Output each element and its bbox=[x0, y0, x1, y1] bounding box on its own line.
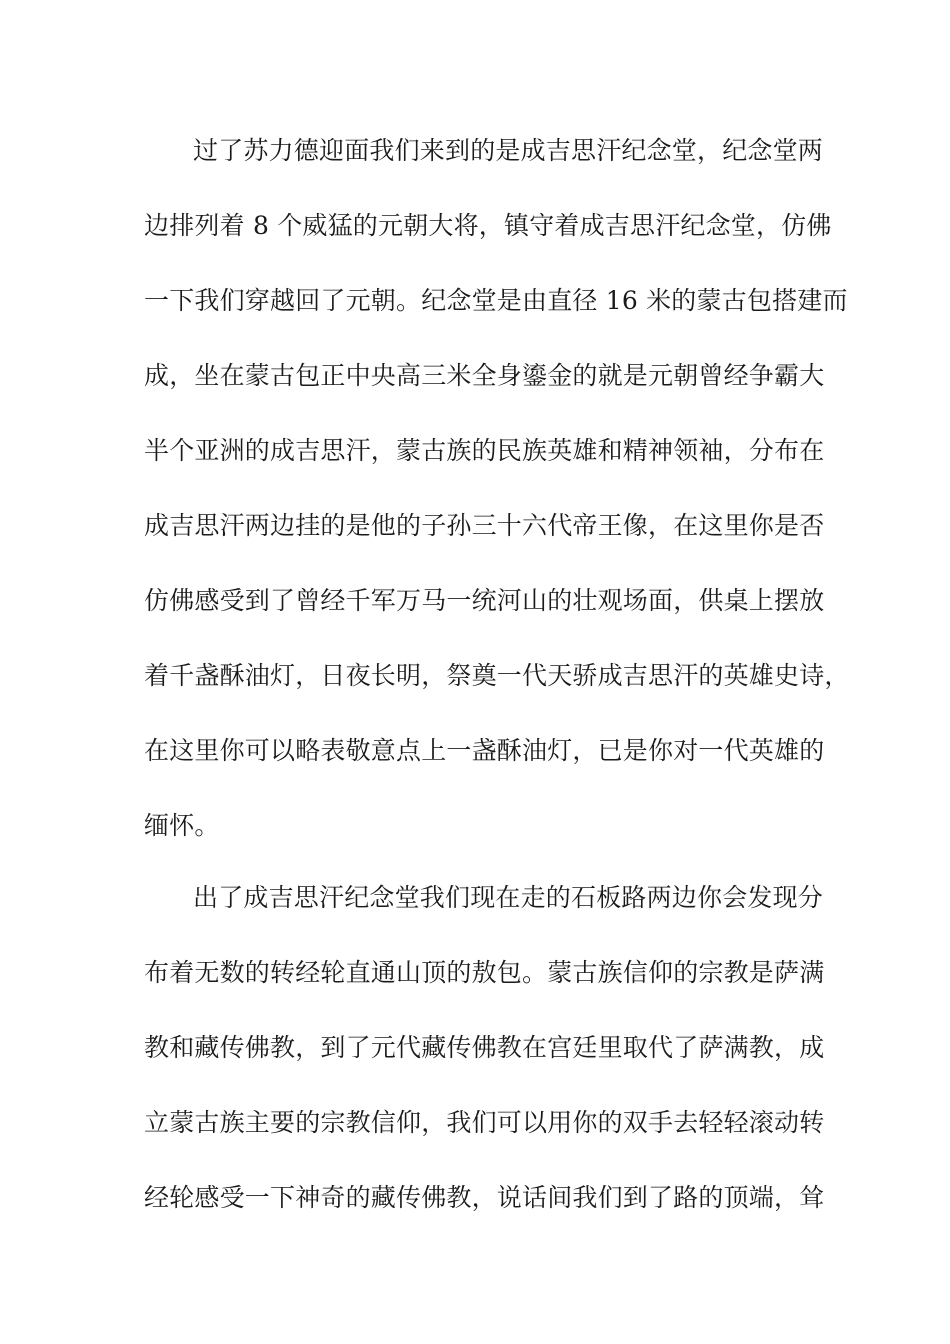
text-line: 教和藏传佛教，到了元代藏传佛教在宫廷里取代了萨满教，成 bbox=[144, 1033, 825, 1062]
text-line: 在这里你可以略表敬意点上一盏酥油灯，已是你对一代英雄的 bbox=[144, 736, 825, 765]
text-line: 一下我们穿越回了元朝。纪念堂是由直径 16 米的蒙古包搭建而 bbox=[144, 286, 848, 315]
text-line: 过了苏力德迎面我们来到的是成吉思汗纪念堂，纪念堂两 bbox=[193, 136, 824, 165]
text-line: 成吉思汗两边挂的是他的子孙三十六代帝王像，在这里你是否 bbox=[144, 511, 825, 540]
text-line: 成，坐在蒙古包正中央高三米全身鎏金的就是元朝曾经争霸大 bbox=[144, 361, 825, 390]
text-line: 缅怀。 bbox=[144, 811, 220, 840]
text-line: 出了成吉思汗纪念堂我们现在走的石板路两边你会发现分 bbox=[193, 883, 824, 912]
text-line: 经轮感受一下神奇的藏传佛教，说话间我们到了路的顶端，耸 bbox=[144, 1183, 825, 1212]
text-line: 边排列着 8 个威猛的元朝大将，镇守着成吉思汗纪念堂，仿佛 bbox=[144, 211, 832, 240]
text-line: 布着无数的转经轮直通山顶的敖包。蒙古族信仰的宗教是萨满 bbox=[144, 958, 825, 987]
text-line: 半个亚洲的成吉思汗，蒙古族的民族英雄和精神领袖，分布在 bbox=[144, 436, 825, 465]
text-line: 仿佛感受到了曾经千军万马一统河山的壮观场面，供桌上摆放 bbox=[144, 586, 825, 615]
text-line: 立蒙古族主要的宗教信仰，我们可以用你的双手去轻轻滚动转 bbox=[144, 1108, 825, 1137]
text-line: 着千盏酥油灯，日夜长明，祭奠一代天骄成吉思汗的英雄史诗， bbox=[144, 661, 850, 690]
